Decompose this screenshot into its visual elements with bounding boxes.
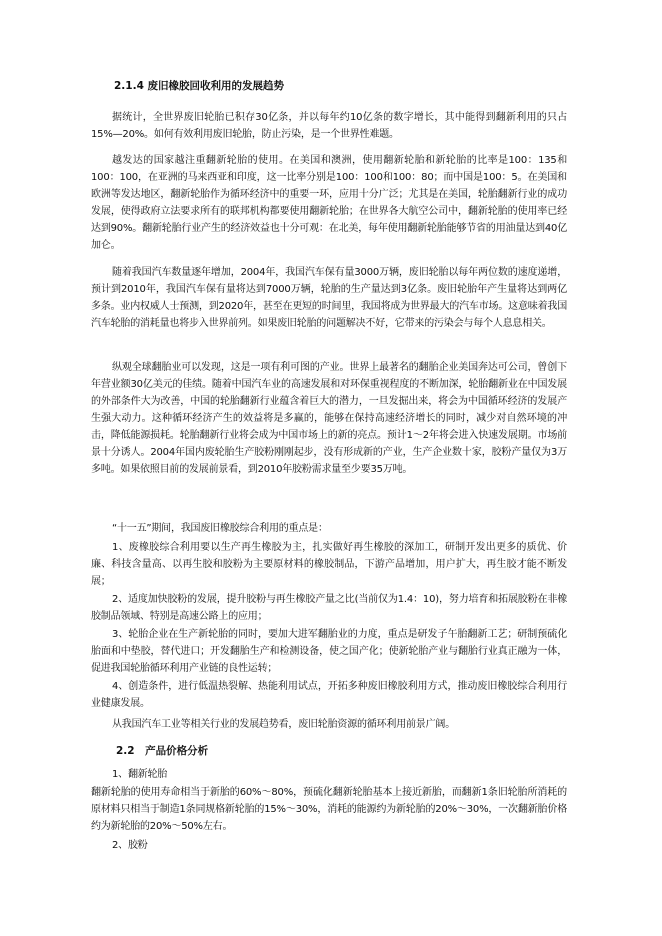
paragraph-china-vehicle-growth: 随着我国汽车数量逐年增加，2004年，我国汽车保有量3000万辆，废旧轮胎以每年两位数的速度递增，预计到2010年，我国汽车保有量将达到7000万辆，轮胎的生产量达到3亿条。废旧轮胎年产生量将达到两亿多条。业内权威人士预测，到2020年，甚至在更短的时间里，我国将成为世界最大的汽车市场。这意味着我国汽车轮胎的消耗量也将步入世界前列。如果废旧轮胎的问题解决不好，它带来的污染会与每个人息息相关。 xyxy=(91,267,567,329)
paragraph-11th-five-year-intro: “十一五”期间，我国废旧橡胶综合利用的重点是： xyxy=(112,523,328,534)
subheading-retread-tire: 1、翻新轮胎 xyxy=(112,769,168,780)
subheading-rubber-powder: 2、胶粉 xyxy=(112,840,148,851)
list-item-priority-2: 2、适度加快胶粉的发展，提升胶粉与再生橡胶产量之比(当前仅为1.4：10)，努力培育和拓展胶粉在非橡胶制品领域、特别是高速公路上的应用； xyxy=(91,594,567,622)
paragraph-global-tire-stock: 据统计，全世界废旧轮胎已积存30亿条，并以每年约10亿条的数字增长，其中能得到翻新利用的只占15%—20%。如何有效利用废旧轮胎，防止污染，是一个世界性难题。 xyxy=(91,112,567,140)
list-item-priority-1: 1、废橡胶综合利用要以生产再生橡胶为主，扎实做好再生橡胶的深加工，研制开发出更多的质优、价廉、科技含量高、以再生胶和胶粉为主要原材料的橡胶制品，下游产品增加，用户扩大，再生胶才能不断发展； xyxy=(91,542,567,587)
paragraph-conclusion: 从我国汽车工业等相关行业的发展趋势看，废旧轮胎资源的循环利用前景广阔。 xyxy=(112,719,455,730)
paragraph-retread-industry-outlook: 纵观全球翻胎业可以发现，这是一项有利可图的产业。世界上最著名的翻胎企业美国奔达可公司，曾创下年营业额30亿美元的佳绩。随着中国汽车业的高速发展和对环保重视程度的不断加深，轮胎翻新业在中国发展的外部条件大为改善，中国的轮胎翻新行业蕴含着巨大的潜力，一旦发掘出来，将会为中国循环经济的发展产生强大动力。这种循环经济产生的效益将是多赢的，能够在保持高速经济增长的同时，减少对自然环境的冲击，降低能源损耗。轮胎翻新行业将会成为中国市场上的新的亮点。预计1～2年将会进入快速发展期。市场前景十分诱人。2004年国内废轮胎生产胶粉刚刚起步，没有形成新的产业，生产企业数十家，胶粉产量仅为3万多吨。如果依照目前的发展前景看，到2010年胶粉需求量至少要35万吨。 xyxy=(91,362,567,475)
list-item-priority-3: 3、轮胎企业在生产新轮胎的同时，要加大进军翻胎业的力度，重点是研发子午胎翻新工艺；研制预硫化胎面和中垫胶，替代进口；开发翻胎生产和检测设备，使之国产化；使新轮胎产业与翻胎行业真正融为一体，促进我国轮胎循环利用产业链的良性运转； xyxy=(91,629,567,674)
section-heading-2-2: 2.2 产品价格分析 xyxy=(116,745,209,757)
paragraph-retread-tire-price: 翻新轮胎的使用寿命相当于新胎的60%～80%，预硫化翻新轮胎基本上接近新胎，而翻新1条旧轮胎所消耗的原材料只相当于制造1条同规格新轮胎的15%～30%，消耗的能源约为新轮胎的20%～30%，一次翻新胎价格约为新轮胎的20%～50%左右。 xyxy=(91,787,567,832)
section-heading-2-1-4: 2.1.4 废旧橡胶回收利用的发展趋势 xyxy=(114,80,285,92)
paragraph-retread-ratio: 越发达的国家越注重翻新轮胎的使用。在美国和澳洲，使用翻新轮胎和新轮胎的比率是100：135和100：100，在亚洲的马来西亚和印度，这一比率分别是100：100和100：80；而中国是100：5。在美国和欧洲等发达地区，翻新轮胎作为循环经济中的重要一环，应用十分广泛；尤其是在美国，轮胎翻新行业的成功发展，使得政府立法要求所有的联邦机构都要使用翻新轮胎；在世界各大航空公司中，翻新轮胎的使用率已经达到90%。翻新轮胎行业产生的经济效益也十分可观：在北美，每年使用翻新轮胎能够节省的用油量达到40亿加仑。 xyxy=(91,155,567,251)
list-item-priority-4: 4、创造条件，进行低温热裂解、热能利用试点，开拓多种废旧橡胶利用方式，推动废旧橡胶综合利用行业健康发展。 xyxy=(91,681,567,709)
